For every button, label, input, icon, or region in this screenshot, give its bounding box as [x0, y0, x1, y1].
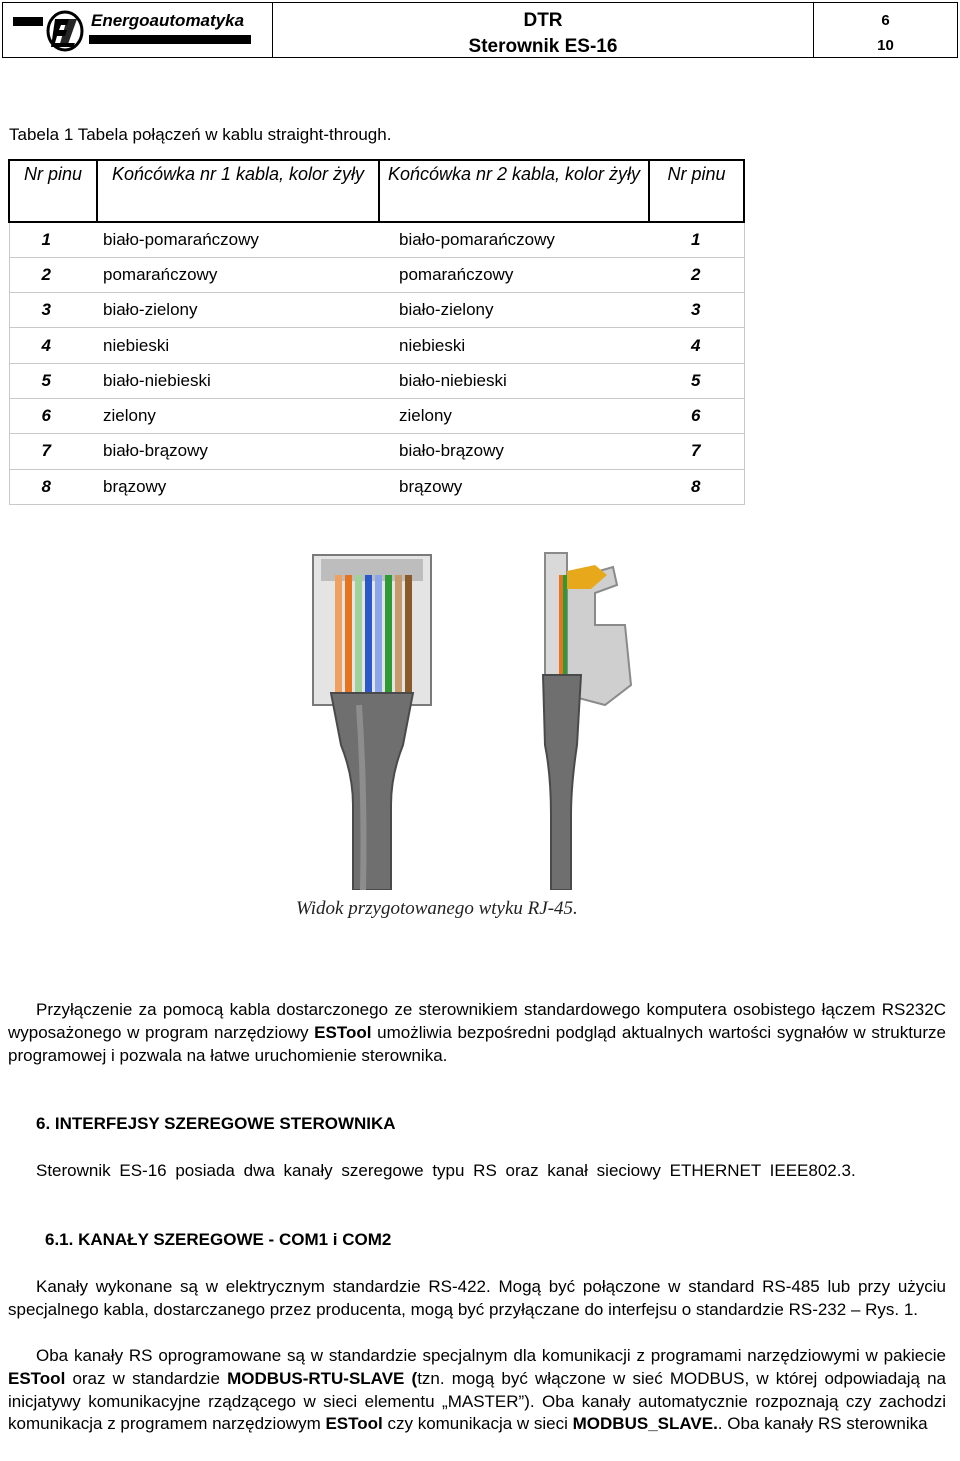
- connection-table: [8, 159, 745, 505]
- color-1-cell: biało-pomarańczowy: [97, 222, 379, 257]
- color-1-cell: pomarańczowy: [97, 257, 379, 292]
- pin-1-cell: 1: [9, 222, 97, 257]
- bold-term: MODBUS-RTU-SLAVE (: [227, 1368, 418, 1388]
- section-6-1-heading: 6.1. KANAŁY SZEREGOWE - COM1 i COM2: [45, 1230, 392, 1249]
- bold-term: ESTool: [325, 1414, 383, 1434]
- color-2-cell: biało-pomarańczowy: [379, 222, 649, 257]
- section-6-text: Sterownik ES-16 posiada dwa kanały szeregowe typu RS oraz kanał sieciowy ETHERNET IEEE802.3.: [36, 1161, 856, 1180]
- pin-1-cell: 6: [9, 398, 97, 433]
- rj45-side-view: [543, 553, 631, 890]
- intro-paragraph: [8, 999, 946, 1067]
- rj45-front-view: [313, 555, 431, 890]
- text-segment: oraz w standardzie: [65, 1368, 228, 1388]
- color-1-cell: biało-niebieski: [97, 363, 379, 398]
- color-2-cell: pomarańczowy: [379, 257, 649, 292]
- table-row: [9, 222, 744, 257]
- document-type: DTR: [523, 10, 563, 31]
- color-1-cell: zielony: [97, 398, 379, 433]
- color-1-cell: niebieski: [97, 328, 379, 363]
- text-segment: tzn. mogą być włączone w sieć MODBUS, w której odpowiadają na inicjatywy komunikacyjne rządzącego w sieci elementu „MASTER”). Oba kanały automatycznie rozpoznają czy zachodzi komunikacja z programem narzędziowym: [8, 1368, 946, 1434]
- bold-term: ESTool: [314, 1022, 372, 1042]
- pin-1-cell: 5: [9, 363, 97, 398]
- color-2-cell: brązowy: [379, 469, 649, 504]
- color-2-cell: biało-brązowy: [379, 434, 649, 469]
- rj45-plug-illustration: [295, 545, 665, 890]
- color-2-cell: biało-zielony: [379, 293, 649, 328]
- pin-2-cell: 5: [649, 363, 744, 398]
- text-segment: umożliwia bezpośredni podgląd aktualnych wartości sygnałów w strukturze programowej i pozwala na łatwe uruchomienie sterownika.: [8, 1022, 946, 1065]
- table-caption: Tabela 1 Tabela połączeń w kablu straight-through.: [9, 125, 392, 144]
- color-2-cell: biało-niebieski: [379, 363, 649, 398]
- pin-1-cell: 8: [9, 469, 97, 504]
- pin-1-cell: 7: [9, 434, 97, 469]
- pin-2-cell: 8: [649, 469, 744, 504]
- bold-term: ESTool: [8, 1368, 66, 1388]
- logo-stripe: [13, 17, 43, 26]
- table-row: [9, 469, 744, 504]
- section-6-heading: 6. INTERFEJSY SZEREGOWE STEROWNIKA: [36, 1114, 396, 1133]
- color-2-cell: niebieski: [379, 328, 649, 363]
- page-total: 10: [877, 37, 894, 54]
- section-6-1-paragraph-1: Kanały wykonane są w elektrycznym standardzie RS-422. Mogą być połączone w standard RS-485 lub przy użyciu specjalnego kabla, dostarczanego przez producenta, mogą być przyłączane do interfejsu o standardzie RS-232 – Rys. 1.: [8, 1277, 946, 1319]
- header-pin-1: Nr pinu: [9, 160, 97, 222]
- pin-2-cell: 3: [649, 293, 744, 328]
- document-title-block: [273, 3, 814, 57]
- company-name: Energoautomatyka: [91, 11, 245, 30]
- figure-caption: Widok przygotowanego wtyku RJ-45.: [296, 898, 578, 919]
- pin-2-cell: 7: [649, 434, 744, 469]
- table-row: [9, 398, 744, 433]
- table-row: [9, 363, 744, 398]
- text-segment: czy komunikacja w sieci: [382, 1414, 573, 1434]
- text-segment: Oba kanały RS oprogramowane są w standardzie specjalnym dla komunikacji z programami narzędziowymi w pakiecie: [36, 1346, 946, 1365]
- section-6-1-paragraph-2: [8, 1345, 946, 1436]
- color-1-cell: brązowy: [97, 469, 379, 504]
- pin-2-cell: 1: [649, 222, 744, 257]
- text-segment: Przyłączenie za pomocą kabla dostarczonego ze sterownikiem standardowego komputera osobistego łączem RS232C wyposażonego w program narzędziowy: [8, 1000, 946, 1042]
- page-number: 6: [881, 12, 890, 29]
- table-row: [9, 293, 744, 328]
- pin-2-cell: 6: [649, 398, 744, 433]
- text-segment: . Oba kanały RS sterownika: [717, 1414, 928, 1434]
- color-1-cell: biało-zielony: [97, 293, 379, 328]
- header-end-1-color: Końcówka nr 1 kabla, kolor żyły: [97, 160, 379, 222]
- table-row: [9, 434, 744, 469]
- bold-term: MODBUS_SLAVE.: [572, 1414, 718, 1434]
- document-title: Sterownik ES-16: [468, 36, 618, 57]
- pin-2-cell: 4: [649, 328, 744, 363]
- pin-1-cell: 4: [9, 328, 97, 363]
- header-pin-2: Nr pinu: [649, 160, 744, 222]
- table-row: [9, 328, 744, 363]
- pin-1-cell: 3: [9, 293, 97, 328]
- header-end-2-color: Końcówka nr 2 kabla, kolor żyły: [379, 160, 649, 222]
- pin-2-cell: 2: [649, 257, 744, 292]
- pin-1-cell: 2: [9, 257, 97, 292]
- table-row: [9, 257, 744, 292]
- page-header: [2, 2, 958, 58]
- color-2-cell: zielony: [379, 398, 649, 433]
- company-logo-icon: [45, 9, 85, 53]
- color-1-cell: biało-brązowy: [97, 434, 379, 469]
- logo-block: [3, 3, 273, 57]
- page-number-block: [814, 3, 957, 57]
- logo-underline: [89, 35, 251, 44]
